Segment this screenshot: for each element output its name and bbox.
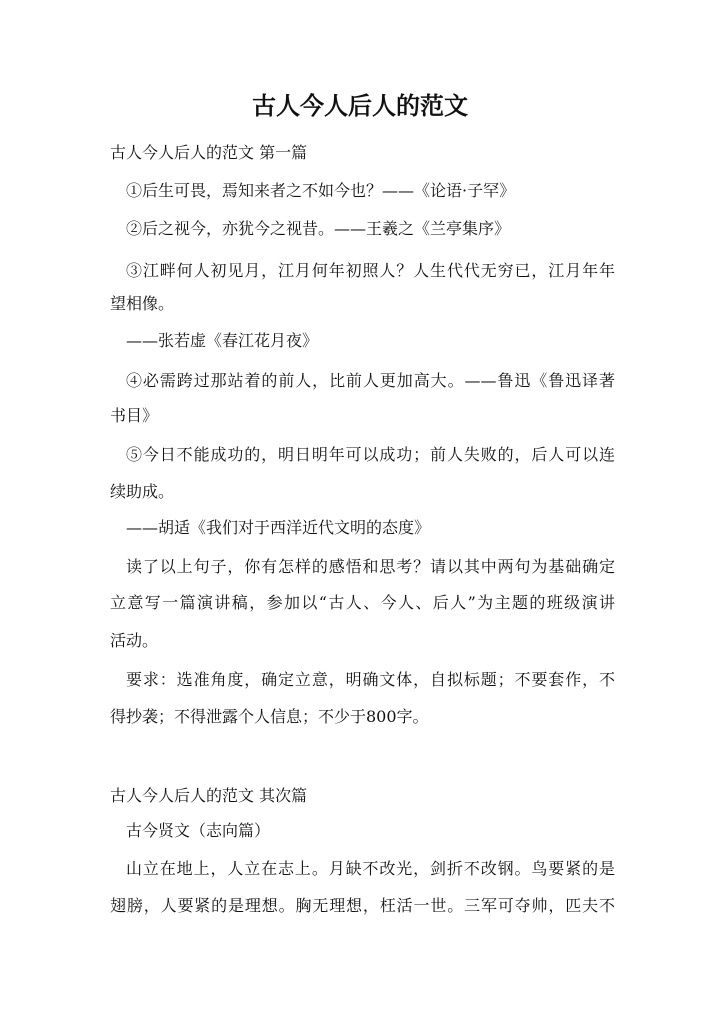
quote-line: ②后之视今，亦犹今之视昔。——王羲之《兰亭集序》: [126, 219, 511, 238]
document-title: 古人今人后人的范文: [252, 91, 468, 120]
quote-line: ④必需跨过那站着的前人，比前人更加高大。——鲁迅《鲁迅译著: [126, 371, 615, 390]
body-text-line: 翅膀，人要紧的是理想。胸无理想，枉活一世。三军可夺帅，匹夫不: [110, 896, 615, 915]
quote-line: 书目》: [110, 406, 159, 425]
quote-line: 续助成。: [110, 482, 175, 501]
quote-line: ⑤今日不能成功的，明日明年可以成功；前人失败的，后人可以连: [126, 445, 615, 464]
requirement-line: 要求：选准角度，确定立意，明确文体，自拟标题；不要套作，不: [126, 670, 615, 689]
section-heading-1: 古人今人后人的范文 第一篇: [110, 143, 308, 162]
subsection-heading: 古今贤文（志向篇）: [126, 821, 271, 840]
section-heading-2: 古人今人后人的范文 其次篇: [110, 786, 308, 805]
quote-line: ③江畔何人初见月，江月何年初照人？人生代代无穷已，江月年年: [126, 261, 615, 280]
requirement-line: 得抄袭；不得泄露个人信息；不少于800字。: [110, 707, 429, 726]
quote-line: 望相像。: [110, 294, 175, 313]
prompt-paragraph-line: 立意写一篇演讲稿，参加以“古人、今人、后人”为主题的班级演讲: [110, 593, 615, 612]
body-text-line: 山立在地上，人立在志上。月缺不改光，剑折不改钢。鸟要紧的是: [126, 859, 615, 878]
quote-line: ①后生可畏，焉知来者之不如今也？——《论语·子罕》: [126, 181, 516, 200]
quote-source: ——胡适《我们对于西洋近代文明的态度》: [126, 518, 431, 537]
prompt-paragraph-line: 读了以上句子，你有怎样的感悟和思考？请以其中两句为基础确定: [126, 557, 615, 576]
prompt-paragraph-line: 活动。: [110, 631, 159, 650]
quote-source: ——张若虚《春江花月夜》: [126, 331, 319, 350]
